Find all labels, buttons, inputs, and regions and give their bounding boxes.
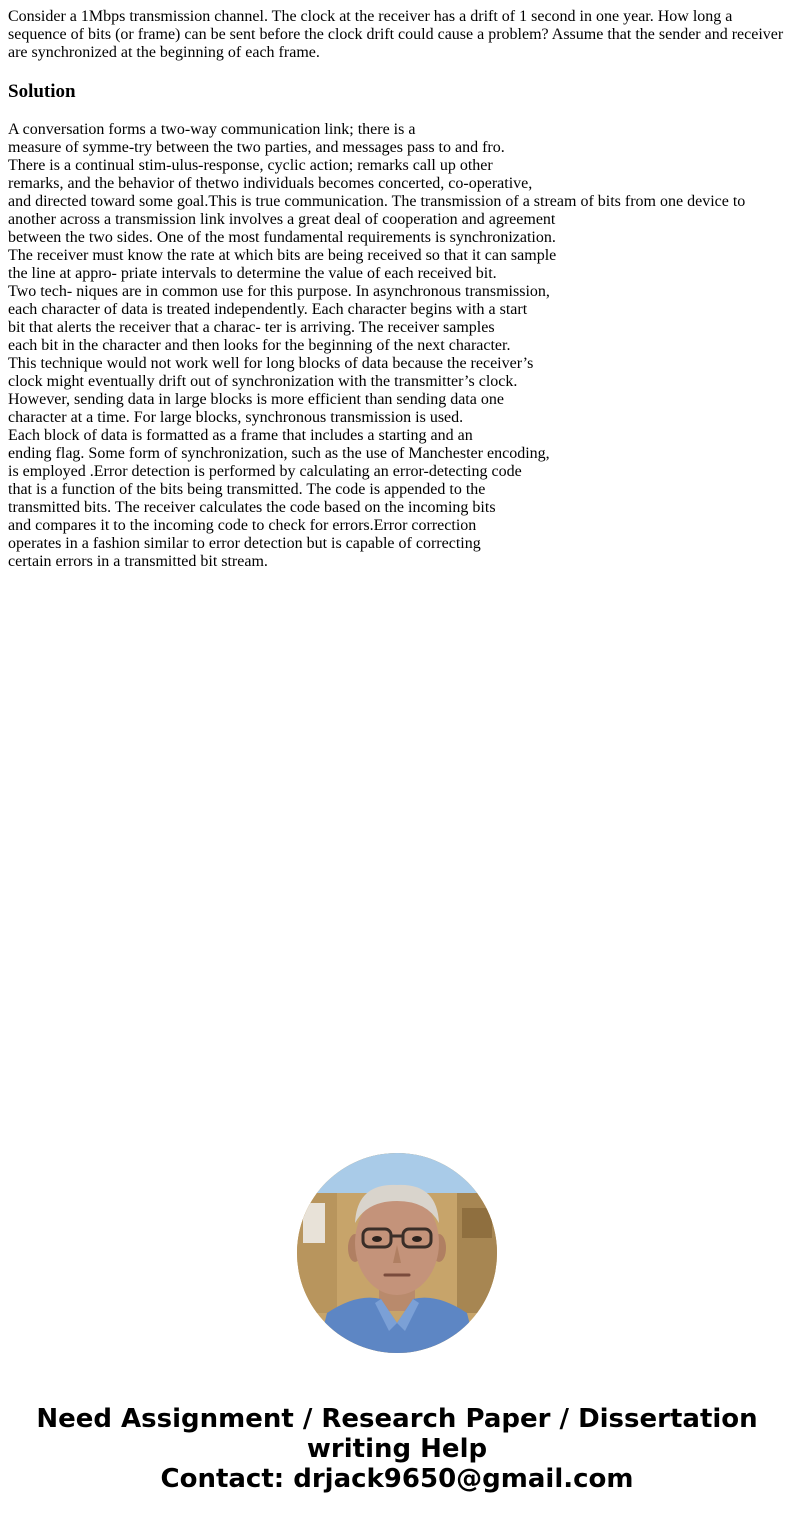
solution-line: certain errors in a transmitted bit stream. [8,553,268,570]
solution-body [8,121,786,571]
solution-line: operates in a fashion similar to error detection but is capable of correcting [8,535,481,552]
promo-banner [0,1404,794,1494]
solution-line: transmitted bits. The receiver calculates the code based on the incoming bits [8,499,496,516]
solution-line: character at a time. For large blocks, synchronous transmission is used. [8,409,464,426]
solution-line: There is a continual stim-ulus-response, cyclic action; remarks call up other [8,157,493,174]
solution-line: bit that alerts the receiver that a charac- ter is arriving. The receiver samples [8,319,495,336]
solution-line: However, sending data in large blocks is more efficient than sending data one [8,391,504,408]
solution-line: This technique would not work well for long blocks of data because the receiver’s [8,355,534,372]
solution-line: and compares it to the incoming code to check for errors.Error correction [8,517,477,534]
solution-line: another across a transmission link involves a great deal of cooperation and agreement [8,211,556,228]
solution-line: clock might eventually drift out of synchronization with the transmitter’s clock. [8,373,518,390]
author-avatar [297,1153,497,1353]
solution-line: each bit in the character and then looks for the beginning of the next character. [8,337,511,354]
solution-line: the line at appro- priate intervals to determine the value of each received bit. [8,265,497,282]
solution-line: remarks, and the behavior of thetwo individuals becomes concerted, co-operative, [8,175,533,192]
solution-line: ending flag. Some form of synchronization, such as the use of Manchester encoding, [8,445,550,462]
solution-line: that is a function of the bits being transmitted. The code is appended to the [8,481,486,498]
solution-line: between the two sides. One of the most fundamental requirements is synchronization. [8,229,556,246]
solution-line: Two tech- niques are in common use for this purpose. In asynchronous transmission, [8,283,550,300]
solution-line: Each block of data is formatted as a frame that includes a starting and an [8,427,473,444]
promo-contact: Contact: drjack9650@gmail.com [160,1464,634,1494]
solution-line: A conversation forms a two-way communication link; there is a [8,121,416,138]
question-text: Consider a 1Mbps transmission channel. The clock at the receiver has a drift of 1 second in one year. How long a sequence of bits (or frame) can be sent before the clock drift could cause a problem? Assume that the sender and receiver are synchronized at the beginning of each frame. [8,8,784,61]
solution-heading: Solution [8,81,76,102]
solution-line: each character of data is treated independently. Each character begins with a start [8,301,528,318]
promo-line-1: Need Assignment / Research Paper / Dissertation [36,1404,758,1434]
solution-line: measure of symme-try between the two parties, and messages pass to and fro. [8,139,505,156]
solution-line: is employed .Error detection is performed by calculating an error-detecting code [8,463,522,480]
solution-line: and directed toward some goal.This is true communication. The transmission of a stream of bits from one device to [8,193,746,210]
solution-line: The receiver must know the rate at which bits are being received so that it can sample [8,247,557,264]
promo-line-2: writing Help [306,1434,488,1464]
